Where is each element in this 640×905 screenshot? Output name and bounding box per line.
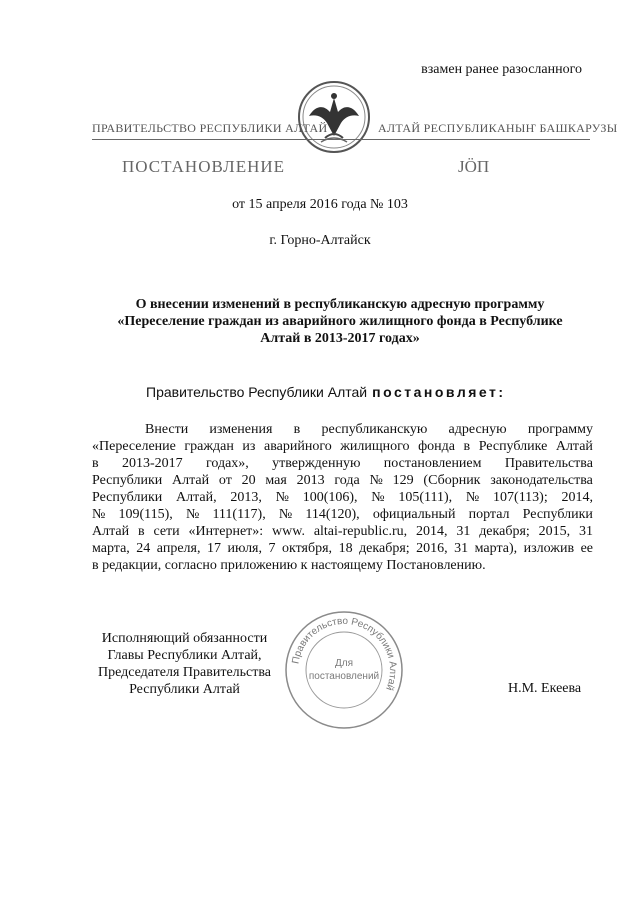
body-line: в редакции, согласно приложению к настоящему Постановлению.: [92, 558, 486, 573]
signatory-line: Председателя Правительства: [97, 665, 271, 680]
decree-word: постановляет:: [372, 384, 506, 400]
signatory-line: Главы Республики Алтай,: [107, 648, 262, 663]
body-line: «Переселение граждан из аварийного жилищного фонда в Республике Алтай: [92, 439, 593, 454]
stamp-center-line-1: Для: [334, 658, 354, 669]
signatory-line: Республики Алтай: [129, 682, 240, 697]
preamble-text: Правительство Республики Алтай: [146, 384, 368, 400]
body-line: № 109(115), № 111(117), № 114(120), официальный портал Республики: [92, 507, 593, 522]
stamp-center-line-2: постановлений: [308, 671, 380, 682]
header-divider: [92, 139, 590, 140]
title-line: Алтай в 2013-2017 годах»: [260, 331, 420, 346]
body-line: в 2013-2017 годах», утвержденную постановлением Правительства: [92, 456, 593, 471]
government-name-alt: АЛТАЙ РЕСПУБЛИКАНЫҤ БАШКАРУЗЫ: [378, 121, 618, 135]
government-name-ru: ПРАВИТЕЛЬСТВО РЕСПУБЛИКИ АЛТАЙ: [92, 121, 328, 135]
title-line: О внесении изменений в республиканскую адресную программу: [135, 297, 545, 312]
stamp-ring-text: Правительство Республики Алтай: [290, 615, 399, 692]
body-line: марта, 24 апреля, 17 июля, 7 октября, 18 декабря; 2016, 31 марта), изложив ее: [92, 541, 593, 556]
signatory-title: [92, 630, 277, 698]
altai-coat-of-arms-icon: [297, 80, 371, 154]
body-line: Алтай в сети «Интернет»: www. altai-republic.ru, 2014, 31 декабря; 2015, 31: [92, 524, 593, 539]
document-title: [92, 296, 588, 347]
stamp-outer-ring: [286, 612, 402, 728]
body-line: Внести изменения в республиканскую адресную программу: [145, 422, 593, 437]
distribution-note: взамен ранее разосланного: [421, 62, 582, 77]
preamble: [146, 384, 506, 400]
stamp-inner-ring: [306, 632, 382, 708]
signatory-name: Н.М. Екеева: [508, 681, 582, 696]
title-line: «Переселение граждан из аварийного жилищного фонда в Республике: [117, 314, 563, 329]
body-line: Республики Алтай от 20 мая 2013 года № 129 (Сборник законодательства: [92, 473, 593, 488]
document-type-ru: ПОСТАНОВЛЕНИЕ: [122, 157, 286, 176]
body-line: Республики Алтай, 2013, № 100(106), № 105(111), № 107(113); 2014,: [92, 490, 593, 505]
document-city: г. Горно-Алтайск: [269, 233, 371, 248]
document-type-alt: JÖП: [458, 157, 490, 176]
signatory-line: Исполняющий обязанности: [101, 631, 268, 646]
official-stamp: [282, 608, 406, 732]
document-date: от 15 апреля 2016 года № 103: [232, 197, 408, 212]
decree-body: [92, 421, 593, 574]
